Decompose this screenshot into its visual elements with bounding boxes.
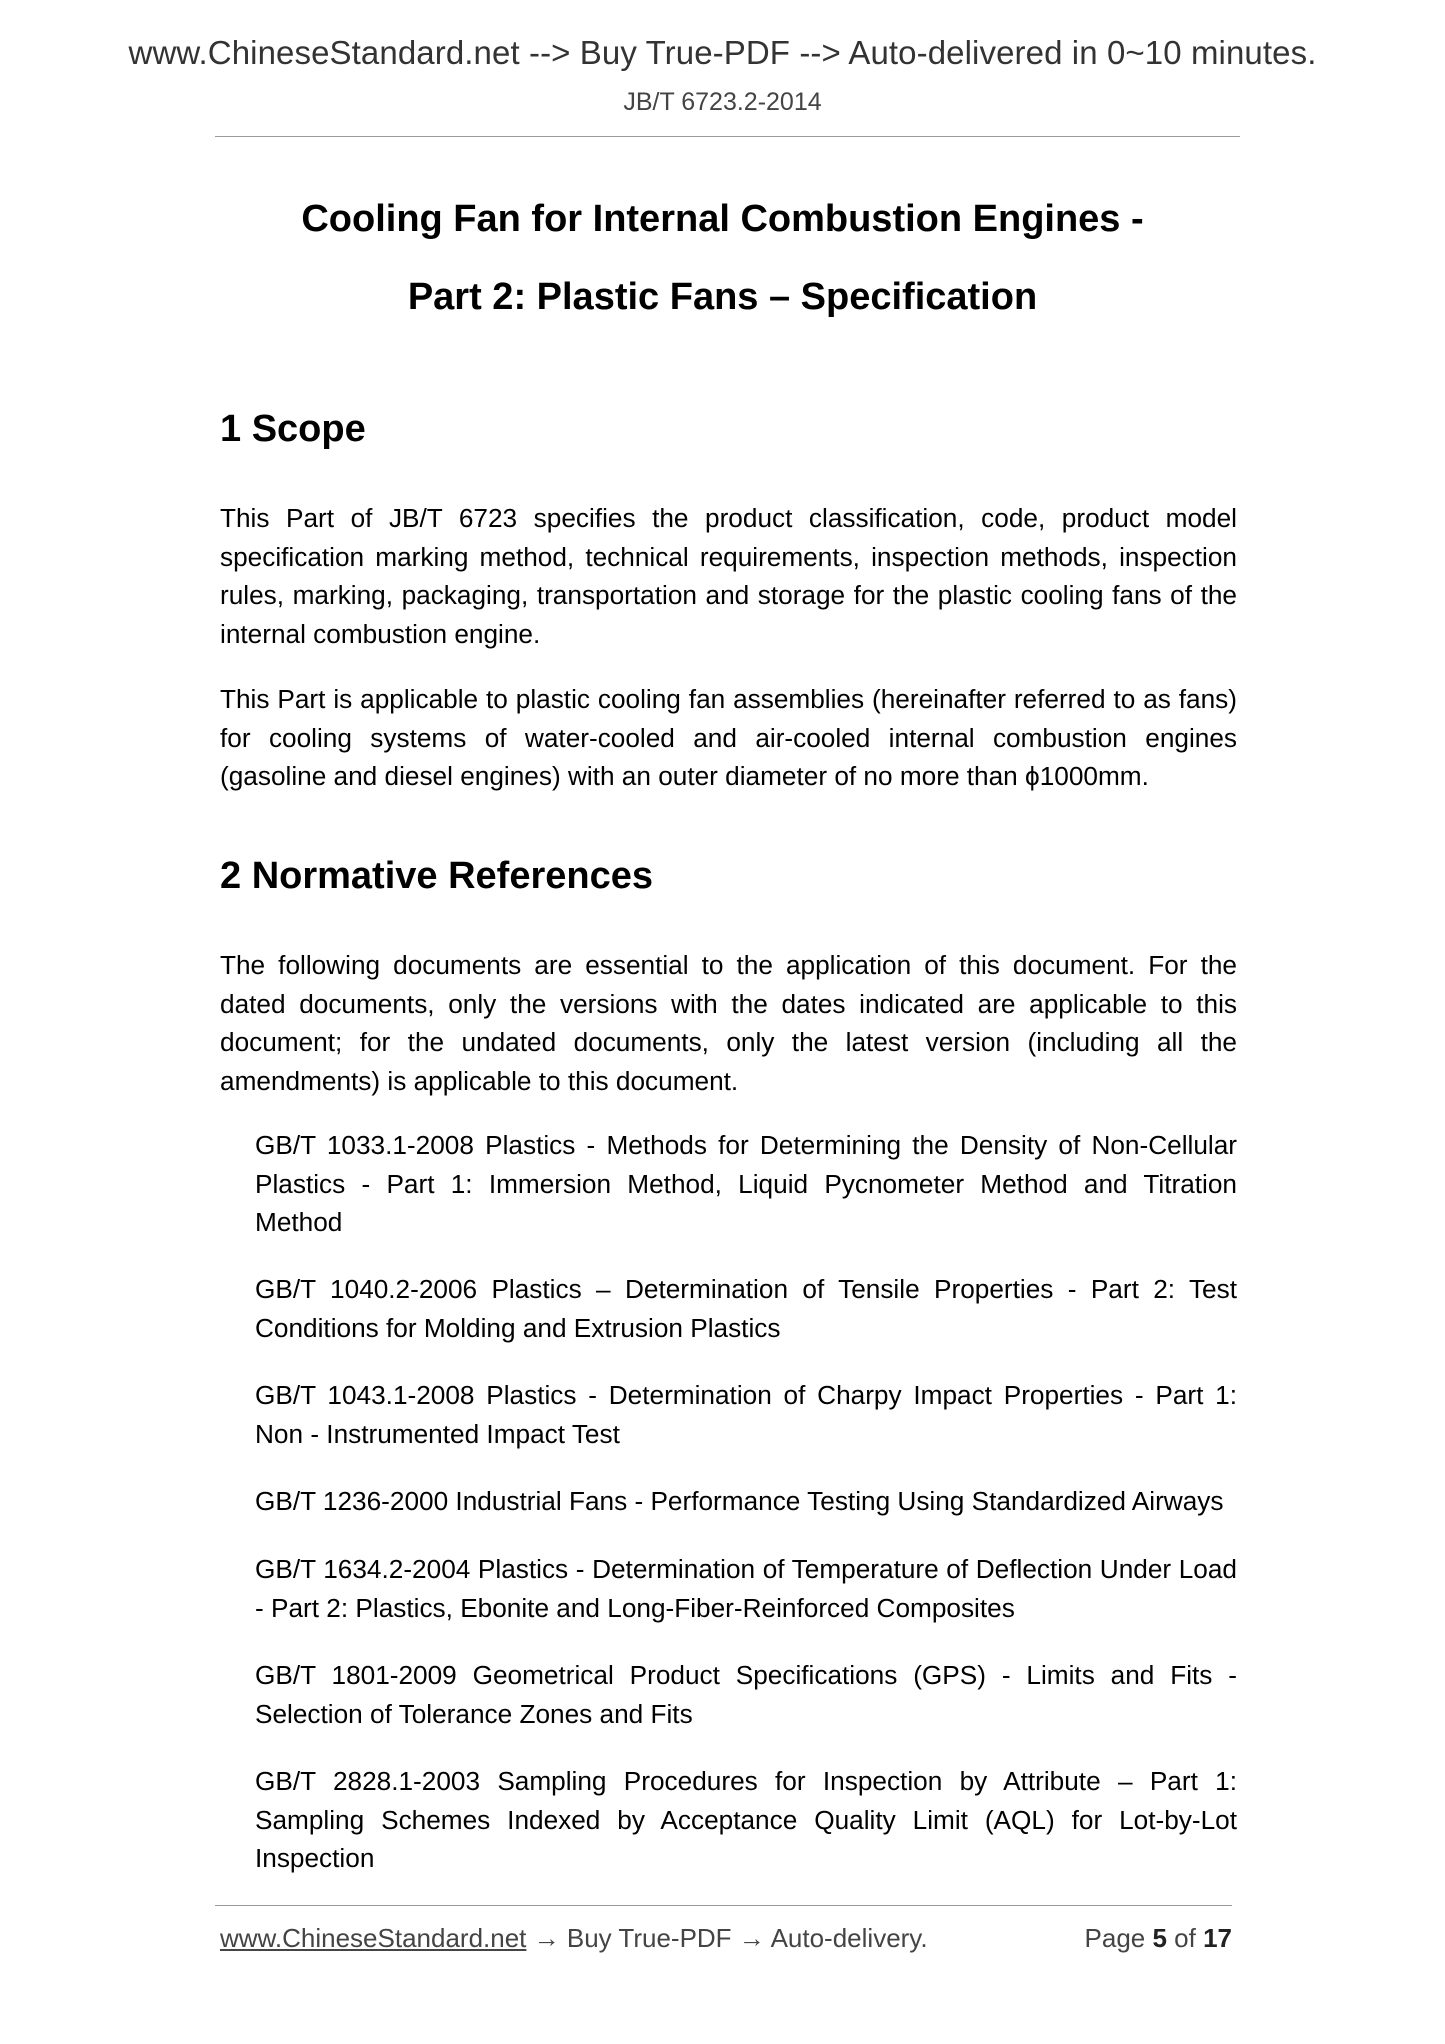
reference-item: GB/T 1033.1-2008 Plastics - Methods for Determining the Density of Non-Cellular Plastics - Part 1: Immersion Method, Liquid Pycnometer Method and Titration Method [255,1130,1237,1237]
document-title-line-2: Part 2: Plastic Fans – Specification [407,276,1038,318]
top-banner: www.ChineseStandard.net --> Buy True-PDF --> Auto-delivered in 0~10 minutes. [128,34,1317,71]
page-total: 17 [1203,1923,1232,1953]
footer-site-link[interactable]: www.ChineseStandard.net [220,1923,527,1953]
page-indicator [1085,1923,1232,1954]
reference-item: GB/T 1043.1-2008 Plastics - Determination of Charpy Impact Properties - Part 1: Non - Instrumented Impact Test [255,1380,1237,1449]
page-footer [220,1923,1232,1954]
header-divider [215,136,1240,137]
normative-references-intro: The following documents are essential to the application of this document. For the dated documents, only the versions with the dates indicated are applicable to this document; for the undated documents, only the latest version (including all the amendments) is applicable to this document. [220,950,1237,1096]
document-title-line-1: Cooling Fan for Internal Combustion Engines - [301,198,1144,240]
scope-paragraph-2: This Part is applicable to plastic cooling fan assemblies (hereinafter referred to as fans) for cooling systems of water-cooled and air-cooled internal combustion engines (gasoline and diesel engines) with an outer diameter of no more than ϕ1000mm. [220,684,1237,791]
reference-item: GB/T 2828.1-2003 Sampling Procedures for Inspection by Attribute – Part 1: Sampling Schemes Indexed by Acceptance Quality Limit (AQL) for Lot-by-Lot Inspection [255,1766,1237,1873]
document-code: JB/T 6723.2-2014 [623,88,822,116]
of-label: of [1166,1923,1204,1953]
page-number: 5 [1152,1923,1167,1953]
reference-item: GB/T 1040.2-2006 Plastics – Determination of Tensile Properties - Part 2: Test Conditions for Molding and Extrusion Plastics [255,1274,1237,1343]
page-label: Page [1084,1923,1153,1953]
scope-paragraph-1: This Part of JB/T 6723 specifies the product classification, code, product model specification marking method, technical requirements, inspection methods, inspection rules, marking, packaging, transportation and storage for the plastic cooling fans of the internal combustion engine. [220,503,1237,649]
reference-item: GB/T 1801-2009 Geometrical Product Specifications (GPS) - Limits and Fits - Selection of Tolerance Zones and Fits [255,1660,1237,1729]
footer-divider [215,1905,1232,1906]
footer-tagline: → Buy True-PDF → Auto-delivery. [526,1923,928,1953]
section-1-heading: 1 Scope [220,408,366,450]
reference-item: GB/T 1634.2-2004 Plastics - Determination of Temperature of Deflection Under Load - Part 2: Plastics, Ebonite and Long-Fiber-Reinforced Composites [255,1554,1237,1623]
section-2-heading: 2 Normative References [220,855,653,897]
reference-item: GB/T 1236-2000 Industrial Fans - Performance Testing Using Standardized Airways [255,1486,1224,1516]
